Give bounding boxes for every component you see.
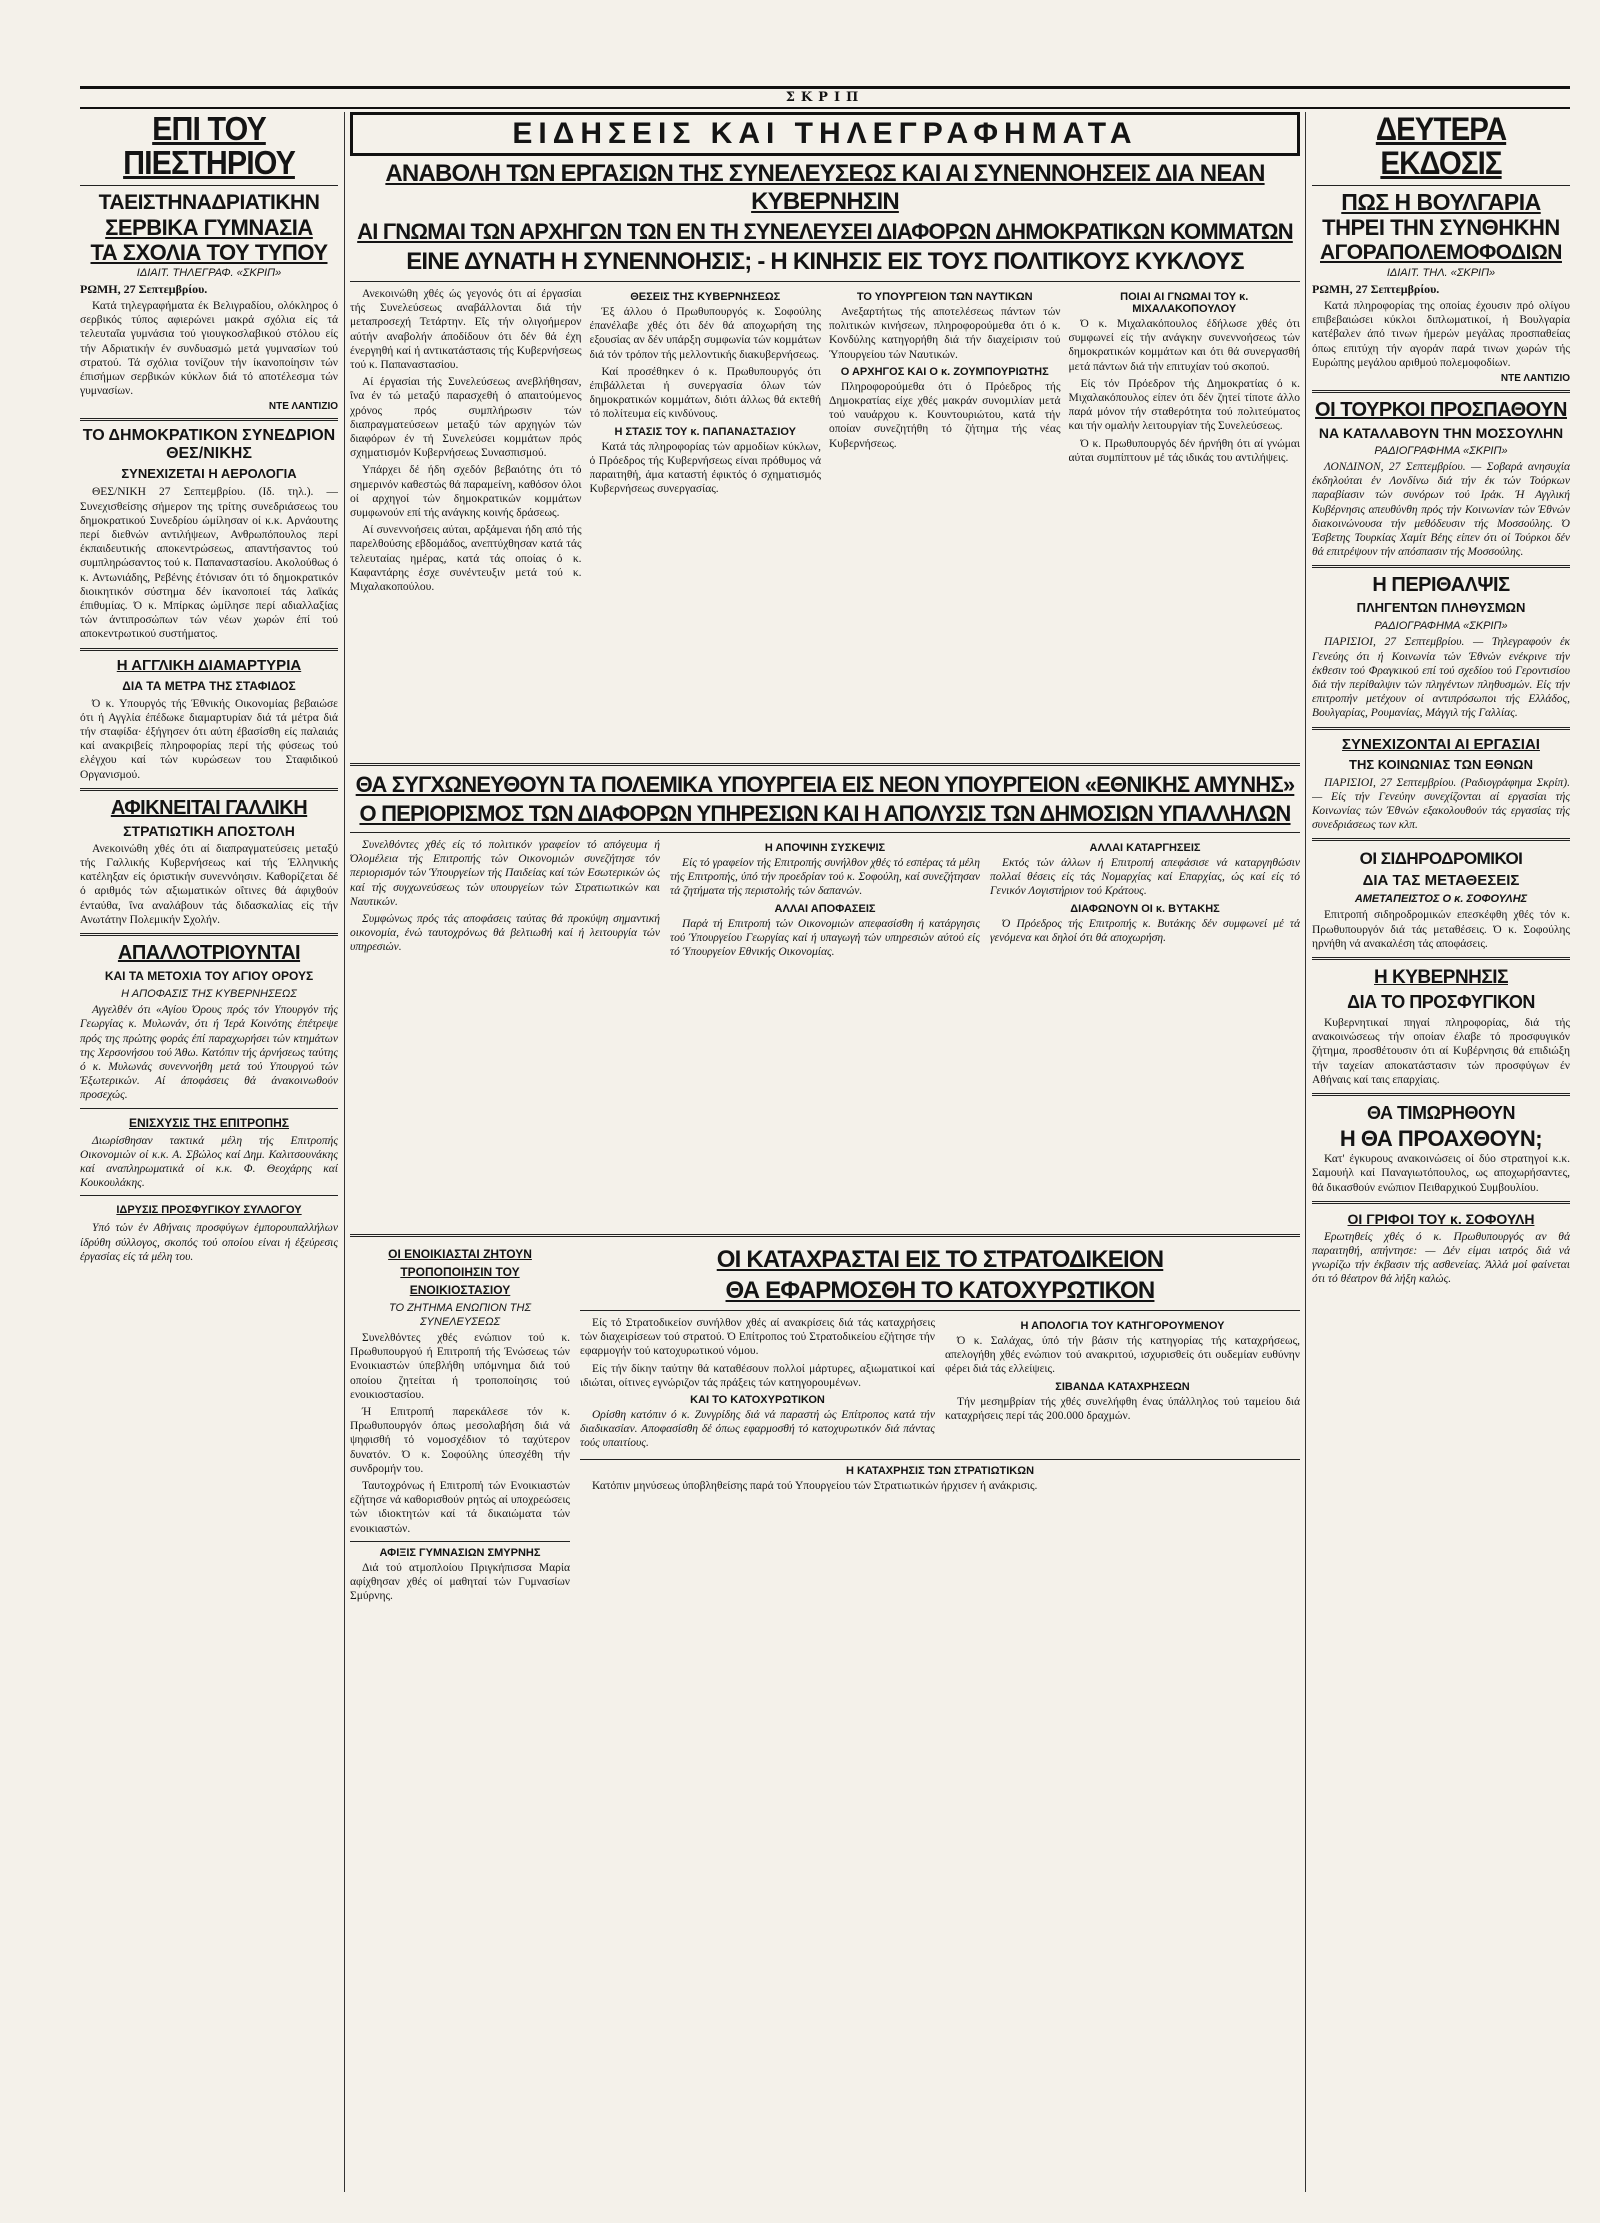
dateline: ΡΩΜΗ, 27 Σεπτεμβρίου.	[1312, 282, 1440, 296]
article-body: Αγγελθέν ότι «Αγίου Όρους πρός τόν Υπουργόν τής Γεωργίας κ. Μυλωνάν, ότι ή Ίερά Κοινότης έπέτρεψε πρός της πρώτης φοράς έπί παραχωρήσει τών κτημάτων της Χερσονήσου τού Άθω. Κατόπιν τής άρνήσεως ταύτης ό κ. Μυλωνάς συνεννοήθη μετά τού Υπουργού τών Έξωτερικών. Αί άποφάσεις θά άνακοινωθούν προσεχώς.	[80, 1004, 338, 1102]
article-body: ΠΑΡΙΣΙΟΙ, 27 Σεπτεμβρίου. — Τηλεγραφούν έκ Γενεύης ότι ή Κοινωνία τών Έθνών ενέκρινε τήν έκθεσιν τού Φραγκικού επί τού σχεδίου τού Γεροντισίου διά τήν περίθαλψιν τών πληγέντων πληθυσμών. Είς τήν επιτροπήν μετέχουν οί αντιπρόσωποι τής Ελλάδος, Βουλγαρίας, Ρουμανίας, Μάγγιλ τής Γαλλίας.	[1312, 636, 1570, 720]
subheadline: ΠΛΗΓΕΝΤΩΝ ΠΛΗΘΥΣΜΩΝ	[1356, 600, 1526, 616]
article-body: ΛΟΝΔΙΝΟΝ, 27 Σεπτεμβρίου. — Σοβαρά ανησυχία έκδηλούται έν Λονδίνω διά τήν έκ τών Τούρκων παραβίασιν τών συνόρων τού Ιράκ. Ή Αγγλική Κυβέρνησις απευθύνθη πρός τήν Κοινωνίαν τών Έθνών διακοινώνουσα τήν μεθόδευσιν τής Μοσσούλης. Ό Έσβετης Τουρκίας Χαμίτ Βέης είπεν ότι οί Τούρκοι δέν θά επιτρέψουν τήν απόσπασιν τής Μοσσούλης.	[1312, 461, 1570, 559]
kicker: ΙΔΙΑΙΤ. ΤΗΛ. «ΣΚΡΙΠ»	[1386, 267, 1496, 279]
headline: ΑΠΑΛΛΟΤΡΙΟΥΝΤΑΙ	[117, 942, 301, 965]
subheadline: ΣΤΡΑΤΙΩΤΙΚΗ ΑΠΟΣΤΟΛΗ	[123, 822, 295, 839]
article-body: Κατόπιν μηνύσεως ύποβληθείσης παρά τού Υπουργείου τών Στρατιωτικών ήρχισεν ή ανάκρισις.	[592, 1479, 1038, 1492]
kicker: Η ΑΠΟΦΑΣΙΣ ΤΗΣ ΚΥΒΕΡΝΗΣΕΩΣ	[121, 988, 297, 1001]
subheadline: ΑΦΙΞΙΣ ΓΥΜΝΑΣΙΩΝ ΣΜΥΡΝΗΣ	[379, 1546, 541, 1559]
headline: ΑΝΑΒΟΛΗ ΤΩΝ ΕΡΓΑΣΙΩΝ ΤΗΣ ΣΥΝΕΛΕΥΣΕΩΣ ΚΑΙ ΑΙ ΣΥΝΕΝΝΟΗΣΕΙΣ ΔΙΑ ΝΕΑΝ ΚΥΒΕΡΝΗΣΙΝ	[385, 160, 1265, 215]
headline: ΟΙ ΕΝΟΙΚΙΑΣΤΑΙ ΖΗΤΟΥΝ ΤΡΟΠΟΠΟΙΗΣΙΝ ΤΟΥ ΕΝΟΙΚΙΟΣΤΑΣΙΟΥ	[388, 1247, 532, 1297]
article-body: Διωρίσθησαν τακτικά μέλη τής Επιτροπής Οικονομιών οί κ.κ. Α. Σβώλος καί Δημ. Καλιτσουνάκης καί αναπληρωματικά οί κ.κ. Φ. Θεοχάρης καί Κουκουλάκης.	[80, 1134, 338, 1190]
kicker: ΤΟ ΖΗΤΗΜΑ ΕΝΩΠΙΟΝ ΤΗΣ ΣΥΝΕΛΕΥΣΕΩΣ	[388, 1302, 532, 1328]
headline: Η ΠΕΡΙΘΑΛΨΙΣ	[1372, 574, 1510, 597]
subheadline: Η ΘΑ ΠΡΟΑΧΘΟΥΝ;	[1339, 1126, 1543, 1152]
kicker: ΙΔΙΑΙΤ. ΤΗΛΕΓΡΑΦ. «ΣΚΡΙΠ»	[136, 267, 282, 279]
article-body: Αί συνεννοήσεις αύται, αρξάμεναι ήδη από τής παρελθούσης εβδομάδος, ανεπτύχθησαν κατά τάς τελευταίας ημέρας, κατά τάς οποίας ό κ. Καφαντάρης έσχε συνέντευξιν μετά τού κ. Μιχαλακοπούλου.	[350, 524, 582, 594]
article-body: Καί προσέθηκεν ό κ. Πρωθυπουργός ότι έπιβάλλεται ή συνεργασία όλων τών δημοκρατικών κομμάτων, διότι άλλως θά εκτεθή τό πολίτευμα είς κινδύνους.	[589, 365, 821, 421]
signature: ΝΤΕ ΛΑΝΤΙΖΙΟ	[268, 401, 338, 413]
article-body: Συνελθόντες χθές είς τό πολιτικόν γραφείον τό απόγευμα ή Όλομέλεια τής Επιτροπής τών Οικονομιών συνεζήτησε τόν περιορισμόν τών Ύπουργείων τής Παιδείας καί τών Εσωτερικών ώς καί τής συγχωνεύσεως τών υπουργείων τών Στρατιωτικών και Ναυτικών.	[350, 839, 660, 908]
article-block	[350, 838, 1300, 1228]
article-body: Είς τό Στρατοδικείον συνήλθον χθές αί ανακρίσεις διά τάς καταχρήσεις τών διαχειρίσεων τού στρατού. Ό Επίτροπος τού Στρατοδικείου εζήτησε τήν εφαρμογήν τού κατοχυρωτικού νόμου.	[580, 1317, 935, 1358]
subheadline: ΔΙΑ ΤΑ ΜΕΤΡΑ ΤΗΣ ΣΤΑΦΙΔΟΣ	[122, 678, 296, 693]
subheadline: ΔΙΑ ΤΑΣ ΜΕΤΑΘΕΣΕΙΣ	[1362, 872, 1520, 890]
headline: ΤΟ ΔΗΜΟΚΡΑΤΙΚΟΝ ΣΥΝΕΔΡΙΟΝ ΘΕΣ/ΝΙΚΗΣ	[82, 427, 336, 463]
headline: ΙΔΡΥΣΙΣ ΠΡΟΣΦΥΓΙΚΟΥ ΣΥΛΛΟΓΟΥ	[116, 1204, 302, 1217]
headline: ΕΙΝΕ ΔΥΝΑΤΗ Η ΣΥΝΕΝΝΟΗΣΙΣ; - Η ΚΙΝΗΣΙΣ ΕΙΣ ΤΟΥΣ ΠΟΛΙΤΙΚΟΥΣ ΚΥΚΛΟΥΣ	[406, 248, 1244, 275]
subheadline: Ο ΑΡΧΗΓΟΣ ΚΑΙ Ο κ. ΖΟΥΜΠΟΥΡΙΩΤΗΣ	[840, 365, 1049, 378]
article-body: Παρά τή Επιτροπή τών Οικονομιών απεφασίσθη ή κατάργησις τού Ύπουργείου Γεωργίας καί ή υπαγωγή τών υπηρεσιών αύτού είς τό Ύπουργείον Εθνικής Οικονομίας.	[670, 917, 980, 959]
kicker: ΡΑΔΙΟΓΡΑΦΗΜΑ «ΣΚΡΙΠ»	[1374, 620, 1508, 633]
headline: ΘΑ ΤΙΜΩΡΗΘΟΥΝ	[1367, 1103, 1515, 1124]
subheadline: ΣΙΒΑΝΔΑ ΚΑΤΑΧΡΗΣΕΩΝ	[1055, 1380, 1190, 1393]
subheadline: ΝΑ ΚΑΤΑΛΑΒΟΥΝ ΤΗΝ ΜΟΣΣΟΥΛΗΝ	[1318, 425, 1564, 442]
court-article	[580, 1243, 1300, 1606]
subheadline: Η ΑΠΟΛΟΓΙΑ ΤΟΥ ΚΑΤΗΓΟΡΟΥΜΕΝΟΥ	[1020, 1320, 1225, 1332]
article-body: Τήν μεσημβρίαν τής χθές συνελήφθη ένας ύπάλληλος τού ταμείου διά καταχρήσεις περί τάς 200.000 δραχμών.	[945, 1395, 1300, 1422]
article-body: Αί έργασίαι τής Συνελεύσεως ανεβλήθησαν, ΐνα έν τώ μεταξύ παρασχεθή ό απαιτούμενος χρόνος πρός συμπλήρωσιν τών διαπραγματεύσεων μεταξύ τών αρχηγών τών διαφόρων έν τή Συνελεύσει κομμάτων πρός σχηματισμόν Κυβερνήσεως Συνασπισμού.	[350, 376, 582, 460]
masthead: ΣΚΡΙΠ	[80, 86, 1570, 109]
headline: ΑΦΙΚΝΕΙΤΑΙ ΓΑΛΛΙΚΗ	[110, 796, 308, 819]
article-body: Υπό τών έν Αθήναις προσφύγων έμπορουπαλλήλων ίδρύθη σύλλογος, σκοπός τού οποίου είναι ή έξεύρεσις έργασίας είς τά μέλη του.	[80, 1222, 338, 1263]
headline: ΣΕΡΒΙΚΑ ΓΥΜΝΑΣΙΑ	[105, 215, 313, 240]
article-body: Είς τήν δίκην ταύτην θά καταθέσουν πολλοί μάρτυρες, αξιωματικοί καί ιδιώται, οίτινες εγνώριζον τάς πράξεις τών κατηγορουμένων.	[580, 1362, 935, 1389]
headline: ΠΩΣ Η ΒΟΥΛΓΑΡΙΑ	[1341, 189, 1541, 215]
article-body: Κατά τάς πληροφορίας τών αρμοδίων κύκλων, ό Πρόεδρος τής Κυβερνήσεως είναι πρόθυμος νά παραιτηθή, άμα καταστή έφικτός ό σχηματισμός Κυβερνήσεως συνεργασίας.	[589, 440, 821, 496]
article-block	[350, 287, 1300, 757]
dateline: ΡΩΜΗ, 27 Σεπτεμβρίου.	[80, 282, 208, 296]
headline: ΣΥΝΕΧΙΖΟΝΤΑΙ ΑΙ ΕΡΓΑΣΙΑΙ	[1342, 735, 1540, 753]
headline: ΟΙ ΚΑΤΑΧΡΑΣΤΑΙ ΕΙΣ ΤΟ ΣΤΡΑΤΟΔΙΚΕΙΟΝ	[716, 1246, 1164, 1273]
headline: ΑΙ ΓΝΩΜΑΙ ΤΩΝ ΑΡΧΗΓΩΝ ΤΩΝ ΕΝ ΤΗ ΣΥΝΕΛΕΥΣΕΙ ΔΙΑΦΟΡΩΝ ΔΗΜΟΚΡΑΤΙΚΩΝ ΚΟΜΜΑΤΩΝ	[357, 219, 1293, 244]
left-column	[80, 112, 338, 2192]
article-body: Κατά πληροφορίας της οποίας έχουσιν πρό ολίγου επιβεβαιώσει κύκλοι διπλωματικοί, ή Βουλγαρία κατέβαλεν άπό τινων ήμερών μεγάλας προσπαθείας όπως επιτύχη τήν αγοράν παρά τινων χωρών τής Ευρώπης μεγάλου αριθμού πολεμοφοδίων.	[1312, 300, 1570, 369]
article-body: Έξ άλλου ό Πρωθυπουργός κ. Σοφούλης έπανέλαβε χθές ότι δέν θά αποχωρήση της εξουσίας αν δέν υπάρξη συμφωνία τών κομμάτων διά τόν τρόπον τής μελλοντικής διακυβερνήσεως.	[589, 306, 821, 361]
headline: ΔΕΥΤΕΡΑ ΕΚΔΟΣΙΣ	[1375, 112, 1507, 181]
subheadline: ΚΑΙ ΤΑ ΜΕΤΟΧΙΑ ΤΟΥ ΑΓΙΟΥ ΟΡΟΥΣ	[104, 969, 314, 984]
article-body: Ταυτοχρόνως ή Επιτροπή τών Ενοικιαστών εζήτησε νά καθορισθούν ρητώς αί υποχρεώσεις τών ιδιοκτητών καί τά δικαιώματα τών ενοικιαστών.	[350, 1480, 570, 1535]
article-body: Ορίσθη κατόπιν ό κ. Ζυνγρίδης διά νά παραστή ώς Επίτροπος κατά τήν διαδικασίαν. Αποφασίσθη δέ όπως εφαρμοσθή τό κατοχυρωτικόν διά πάντας τούς υπαιτίους.	[580, 1409, 935, 1450]
headline: ΟΙ ΤΟΥΡΚΟΙ ΠΡΟΣΠΑΘΟΥΝ	[1315, 399, 1567, 422]
article-body: Είς τό γραφείον τής Επιτροπής συνήλθον χθές τό εσπέρας τά μέλη τής Επιτροπής, ύπό τήν προεδρίαν τού κ. Σοφούλη, καί συνεζήτησαν τά ζητήματα τής περιστολής τών δαπανών.	[670, 857, 980, 898]
subheadline: ΤΟ ΥΠΟΥΡΓΕΙΟΝ ΤΩΝ ΝΑΥΤΙΚΩΝ	[856, 291, 1033, 303]
article-body: Διά τού ατμοπλοίου Πριγκήπισσα Μαρία αφίχθησαν χθές οί μαθηταί τών Γυμνασίων Σμύρνης.	[350, 1561, 570, 1603]
headline: ΤΑ ΣΧΟΛΙΑ ΤΟΥ ΤΥΠΟΥ	[90, 240, 328, 265]
article-body: Ανεκοινώθη χθές ότι αί διαπραγματεύσεις μεταξύ τής Γαλλικής Κυβερνήσεως καί τής Έλληνικής κατέληξαν είς όριστικήν συνεννόησιν. Καθορίζεται δέ ό αριθμός τών αξιωματικών οΐτινες θά άφιχθούν ένταύθα, ΐνα αναλάβουν τάς διδασκαλίας είς τήν Ανωτάτην Πολεμικήν Σχολήν.	[80, 842, 338, 926]
headline: ΑΓΟΡΑΠΟΛΕΜΟΦΟΔΙΩΝ	[1320, 241, 1562, 264]
subheadline: ΤΗΣ ΚΟΙΝΩΝΙΑΣ ΤΩΝ ΕΘΝΩΝ	[1349, 756, 1533, 772]
article-body: Ό κ. Πρωθυπουργός δέν ήρνήθη ότι αί γνώμαι αύται συμπίπτουν μέ τάς ιδικάς του αντιλήψεις.	[1068, 437, 1300, 464]
column-divider	[1305, 112, 1306, 2192]
subheadline: Η ΣΤΑΣΙΣ ΤΟΥ κ. ΠΑΠΑΝΑΣΤΑΣΙΟΥ	[614, 425, 797, 438]
kicker: ΡΑΔΙΟΓΡΑΦΗΜΑ «ΣΚΡΙΠ»	[1374, 445, 1508, 458]
article-body: ΘΕΣ/ΝΙΚΗ 27 Σεπτεμβρίου. (Ιδ. τηλ.). — Συνεχισθείσης σήμερον της τρίτης συνεδριάσεως του δημοκρατικού Συνεδρίου ώμίλησαν οί κ.κ. Αρνάουτης περί διεθνών αντιλήψεων, Ανθρωπόπουλος περί έκπαιδευτικής αποκεντρώσεως, απαντήσαντος τού συμπληρώσαντος τού κ. Παπαναστασίου. Ακολούθως ό κ. Αντωνιάδης, Ρεβένης έτόνισαν ότι τό δημοκρατικόν διοικητικόν σύστημα δέν ίκανοποιεί τάς λαϊκάς έπιθυμίας. Ό κ. Μπίρκας ώμίλησε περί αδιαλλαξίας τών άντιπροσώπων τών νέων χωρών έπί τού αποκεντρωτικού συστήματος.	[80, 486, 338, 641]
kicker: ΑΜΕΤΑΠΕΙΣΤΟΣ Ο κ. ΣΟΦΟΥΛΗΣ	[1354, 893, 1528, 906]
right-column	[1312, 112, 1570, 2192]
subheadline: ΔΙΑ ΤΟ ΠΡΟΣΦΥΓΙΚΟΝ	[1347, 992, 1535, 1013]
article-body: Πληροφορούμεθα ότι ό Πρόεδρος τής Δημοκρατίας είχε χθές μακράν συνομιλίαν μετά τού ναυάρχου κ. Κουντουριώτου, κατά τήν οποίαν συνεζητήθη τό ζήτημα τής νέας Κυβερνήσεως.	[829, 380, 1061, 450]
article-body: Ανεξαρτήτως τής αποτελέσεως πάντων τών πολιτικών κινήσεων, πληροφορούμεθα ότι ό κ. Κονδύλης κατηγορήθη διά τήν διαχείρισιν τού Ύπουργείου τών Ναυτικών.	[829, 306, 1061, 361]
article-body: Κυβερνητικαί πηγαί πληροφορίας, διά τής ανακοινώσεως τήν οποίαν έλαβε τό προσφυγικόν ζήτημα, προσθέτουσιν ότι αί Κυβέρνησις θά επιδιώξη τήν ταχείαν αποκατάστασιν τών προσφύγων έν Αθήναις καί ταις επαρχίαις.	[1312, 1017, 1570, 1086]
column-divider	[344, 112, 345, 2192]
headline: ΕΠΙ ΤΟΥ ΠΙΕΣΤΗΡΙΟΥ	[123, 112, 295, 181]
article-body: Ό κ. Σαλάχας, ύπό τήν βάσιν τής κατηγορίας τής καταχρήσεως, απελογήθη χθές ενώπιον τού ανακριτού, ισχυρισθείς ότι ουδεμίαν ευθύνην φέρει διά τάς ελλείψεις.	[945, 1335, 1300, 1376]
article-block	[580, 1316, 1300, 1454]
subheadline: ΔΙΑΦΩΝΟΥΝ ΟΙ κ. ΒΥΤΑΚΗΣ	[1070, 902, 1220, 915]
article-body: ΠΑΡΙΣΙΟΙ, 27 Σεπτεμβρίου. (Ραδιογράφημα Σκρίπ). — Είς τήν Γενεύην συνεχίζονται αί εργασίαι τής Κοινωνίας τών Έθνών εξακολουθούν τάς εργασίας τής συνεδριάσεως των κλπ.	[1312, 776, 1570, 832]
article-body: Συνελθόντες χθές ενώπιον τού κ. Πρωθυπουργού ή Επιτροπή τής Ένώσεως τών Ενοικιαστών ύπεβλήθη υπόμνημα διά τού οποίου ζητείται ή τροποποίησις τού ενοικιοστασίου.	[350, 1332, 570, 1401]
subheadline: ΑΛΛΑΙ ΚΑΤΑΡΓΗΣΕΙΣ	[1089, 842, 1201, 854]
subheadline: ΣΥΝΕΧΙΖΕΤΑΙ Η ΑΕΡΟΛΟΓΙΑ	[121, 466, 297, 482]
article-body: Ή Επιτροπή παρεκάλεσε τόν κ. Πρωθυπουργόν όπως μεσολαβήση διά νά ψηφισθή τό νομοσχέδιον τό ταχύτερον δυνατόν. Ό κ. Σοφούλης ύπεσχέθη τήν συνδρομήν του.	[350, 1406, 570, 1475]
subheadline: ΑΛΛΑΙ ΑΠΟΦΑΣΕΙΣ	[774, 902, 876, 915]
article-body: Υπάρχει δέ ήδη σχεδόν βεβαιότης ότι τό σημερινόν καθεστώς θά παραμείνη, καθόσον όλοι οί αρχηγοί τών δημοκρατικών κομμάτων συμφωνούν επί τής ανάγκης κοινής δράσεως.	[350, 464, 582, 520]
signature: ΝΤΕ ΛΑΝΤΙΖΙΟ	[1500, 373, 1570, 385]
lower-section	[350, 1243, 1300, 1606]
section-banner: ΕΙΔΗΣΕΙΣ ΚΑΙ ΤΗΛΕΓΡΑΦΗΜΑΤΑ	[350, 112, 1300, 156]
headline: ΘΑ ΕΦΑΡΜΟΣΘΗ ΤΟ ΚΑΤΟΧΥΡΩΤΙΚΟΝ	[725, 1277, 1155, 1304]
article-body: Συμφώνως πρός τάς αποφάσεις ταύτας θά προκύψη σημαντική οικονομία, ένώ ταυτοχρόνως θά βελτιωθή καί ή λειτουργία τών υπηρεσιών.	[350, 913, 660, 954]
headline: ΟΙ ΓΡΙΦΟΙ ΤΟΥ κ. ΣΟΦΟΥΛΗ	[1347, 1210, 1535, 1227]
article-body: Ό κ. Μιχαλακόπουλος έδήλωσε χθές ότι συμφωνεί είς τήν ανάγκην συνεννοήσεως τών δημοκρατικών κομμάτων και ότι θά συνεργασθή μετά πάντων διά τήν επιτυχίαν τού σκοπού.	[1068, 318, 1300, 373]
article-body: Επιτροπή σιδηροδρομικών επεσκέφθη χθές τόν κ. Πρωθυπουργόν διά τάς μεταθέσεις. Ό κ. Σοφούλης ηρνήθη νά ανακαλέση τάς αποφάσεις.	[1312, 909, 1570, 950]
headline: ΘΑ ΣΥΓΧΩΝΕΥΘΟΥΝ ΤΑ ΠΟΛΕΜΙΚΑ ΥΠΟΥΡΓΕΙΑ ΕΙΣ ΝΕΟΝ ΥΠΟΥΡΓΕΙΟΝ «ΕΘΝΙΚΗΣ ΑΜΥΝΗΣ»	[355, 772, 1295, 797]
subheadline: ΘΕΣΕΙΣ ΤΗΣ ΚΥΒΕΡΝΗΣΕΩΣ	[630, 291, 781, 303]
subheadline: ΠΟΙΑΙ ΑΙ ΓΝΩΜΑΙ ΤΟΥ κ. ΜΙΧΑΛΑΚΟΠΟΥΛΟΥ	[1120, 291, 1249, 315]
article-body: Ερωτηθείς χθές ό κ. Πρωθυπουργός αν θά παραιτηθή, απήντησε: — Δέν είμαι ιατρός διά νά γνωρίζω τήν έκβασιν τής ασθενείας. Άλλά μοί φαίνεται ότι τό θέατρον θά λήξη καλώς.	[1312, 1230, 1570, 1286]
article-body: Ό κ. Υπουργός τής Έθνικής Οικονομίας βεβαιώσε ότι ή Αγγλία έπέδωκε διαμαρτυρίαν διά τά μέτρα διά τήν σταφίδα· έξήγησεν ότι αύτη έβασίσθη είς παλαιάς καί ανακριβείς πληροφορίας περί τής φύσεως τού ελέγχου καί τών κυρώσεων του Σταφιδικού Οργανισμού.	[80, 697, 338, 781]
headline: Η ΑΓΓΛΙΚΗ ΔΙΑΜΑΡΤΥΡΙΑ	[116, 656, 302, 674]
headline: ΤΑΕΙΣΤΗΝΑΔΡΙΑΤΙΚΗΝ	[98, 191, 320, 214]
headline: ΕΝΙΣΧΥΣΙΣ ΤΗΣ ΕΠΙΤΡΟΠΗΣ	[128, 1115, 290, 1130]
article-body: Ό Πρόεδρος τής Επιτροπής κ. Βυτάκης δέν συμφωνεί μέ τά γενόμενα και δηλοί ότι θά αποχωρήση.	[990, 917, 1300, 944]
subheadline: Η ΚΑΤΑΧΡΗΣΙΣ ΤΩΝ ΣΤΡΑΤΙΩΤΙΚΩΝ	[845, 1464, 1035, 1477]
headline: Η ΚΥΒΕΡΝΗΣΙΣ	[1374, 967, 1508, 989]
headline: ΤΗΡΕΙ ΤΗΝ ΣΥΝΘΗΚΗΝ	[1322, 215, 1560, 240]
tenants-article	[350, 1243, 570, 1606]
center-column	[350, 112, 1300, 2192]
article-body: Εκτός τών άλλων ή Επιτροπή απεφάσισε νά καταργηθώσιν πολλαί θέσεις είς τάς Νομαρχίας καί Επαρχίας, ώς καί είς τό Γενικόν Λογιστήριον τού Κράτους.	[990, 857, 1300, 898]
subheadline: Η ΑΠΟΨΙΝΗ ΣΥΣΚΕΨΙΣ	[764, 842, 886, 854]
article-body: Είς τόν Πρόεδρον τής Δημοκρατίας ό κ. Μιχαλακόπουλος είπεν ότι δέν ζητεί τίποτε άλλο παρά μόνον τήν σταθερότητα τού πολιτεύματος και τήν ομαλήν λειτουργίαν τής Συνελεύσεως.	[1068, 377, 1300, 433]
headline: ΟΙ ΣΙΔΗΡΟΔΡΟΜΙΚΟΙ	[1359, 849, 1523, 869]
article-body: Κατά τηλεγραφήματα έκ Βελιγραδίου, ολόκληρος ό σερβικός τύπος αφιερώνει μακρά σχόλια είς τά τελευταΐα γυμνάσια τού γιουγκοσλαβικού στόλου είς τήν Αδριατικήν έν συνδυασμώ μετά γυμνασίων τού στρατού. Τά σχόλια τονίζουν τήν ίκανοποίησιν τών έπισήμων σερβικών κύκλων διά τό αποτέλεσμα τών γυμνασίων.	[80, 300, 338, 398]
article-body: Κατ' έγκυρους ανακοινώσεις οί δύο στρατηγοί κ.κ. Σαμουήλ καί Παναγιωτόπουλος, ως αποχωρήσαντες, θά δικασθούν ενώπιον Πειθαρχικού Συμβουλίου.	[1312, 1153, 1570, 1194]
headline: Ο ΠΕΡΙΟΡΙΣΜΟΣ ΤΩΝ ΔΙΑΦΟΡΩΝ ΥΠΗΡΕΣΙΩΝ ΚΑΙ Η ΑΠΟΛΥΣΙΣ ΤΩΝ ΔΗΜΟΣΙΩΝ ΥΠΑΛΛΗΛΩΝ	[359, 801, 1291, 826]
subheadline: ΚΑΙ ΤΟ ΚΑΤΟΧΥΡΩΤΙΚΟΝ	[690, 1394, 825, 1407]
article-body: Ανεκοινώθη χθές ώς γεγονός ότι αί έργασίαι τής Συνελεύσεως αναβάλλονται διά τήν μεταπροσεχή Τετάρτην. Εΐς τήν ολιγοήμερον αύτήν αναβολήν άποδίδουν ότι δέν θά έχη ένεργηθή καί ή αντικατάστασις τής Κυβερνήσεως τού κ. Παπαναστασίου.	[350, 288, 582, 372]
